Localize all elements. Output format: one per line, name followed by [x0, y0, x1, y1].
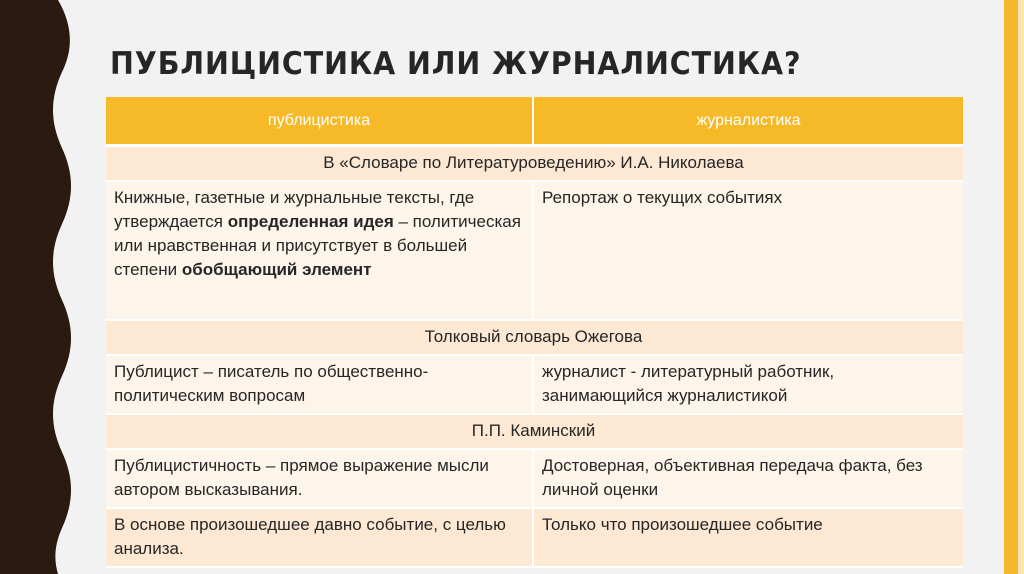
source-label: П.П. Каминский [106, 414, 963, 449]
cell-text-bold: обобщающий элемент [181, 260, 372, 279]
wavy-left-border [0, 0, 80, 574]
table-header-row [106, 97, 963, 146]
cell-publicism [106, 181, 533, 320]
cell-journalism: журналист - литературный работник, занимающийся журналистикой [533, 355, 963, 414]
source-row-nikolaev [106, 146, 963, 182]
cell-text-bold: определенная идея [227, 212, 394, 231]
source-row-kaminsky [106, 414, 963, 449]
table-row [106, 449, 963, 508]
table-row [106, 181, 963, 320]
table-row [106, 508, 963, 567]
cell-publicism: Публицист – писатель по общественно-политическим вопросам [106, 355, 533, 414]
cell-text: Книжные, газетные и журнальные тексты, где утверждается [114, 188, 475, 231]
cell-publicism: В основе произошедшее давно событие, с целью анализа. [106, 508, 533, 567]
header-publicism: публицистика [106, 97, 533, 146]
comparison-table [106, 97, 963, 568]
cell-journalism: Только что произошедшее событие [533, 508, 963, 567]
right-accent-stripe [1004, 0, 1018, 574]
source-label: Толковый словарь Ожегова [106, 320, 963, 355]
cell-journalism: Достоверная, объективная передача факта, без личной оценки [533, 449, 963, 508]
table-row [106, 355, 963, 414]
cell-publicism: Публицистичность – прямое выражение мысли автором высказывания. [106, 449, 533, 508]
slide-title: ПУБЛИЦИСТИКА ИЛИ ЖУРНАЛИСТИКА? [110, 46, 802, 82]
wavy-dark-band [0, 0, 71, 574]
source-row-ozhegov [106, 320, 963, 355]
right-accent-stripe-light [1018, 0, 1024, 574]
header-journalism: журналистика [533, 97, 963, 146]
cell-journalism: Репортаж о текущих событиях [533, 181, 963, 320]
source-label: В «Словаре по Литературоведению» И.А. Николаева [106, 146, 963, 182]
cell-text: – политическая или нравственная и присутствует в большей степени [114, 212, 521, 279]
